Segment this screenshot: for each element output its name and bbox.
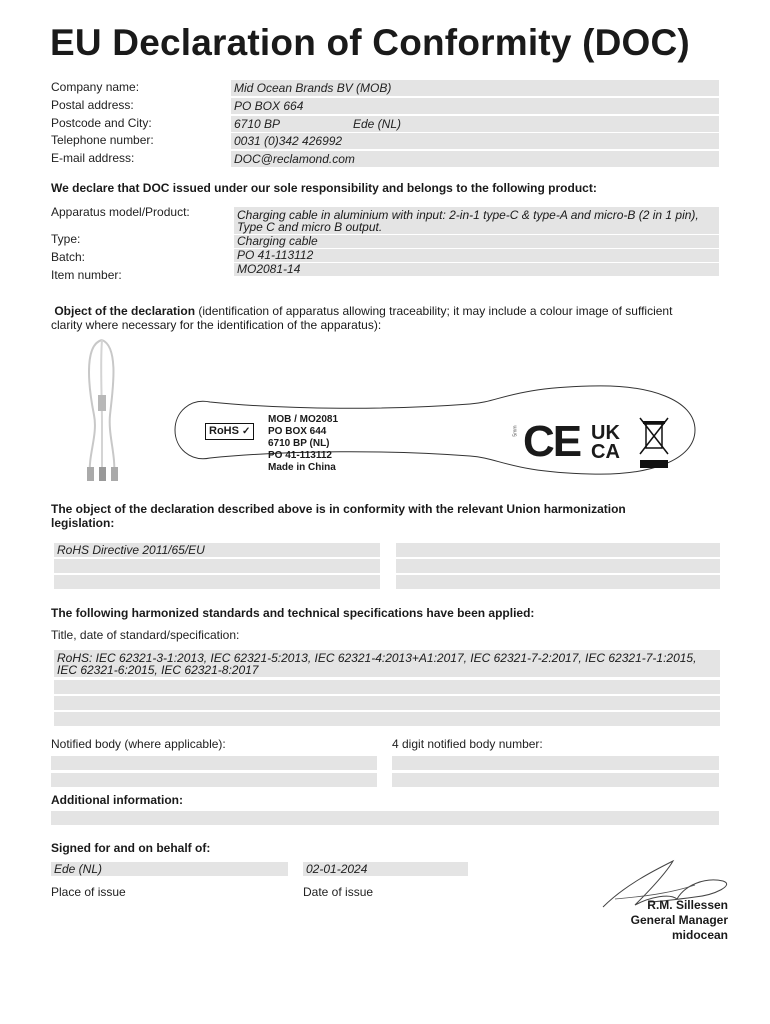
size-note: 5mm <box>512 425 519 437</box>
telephone-label: Telephone number: <box>51 133 154 147</box>
notified-number-label: 4 digit notified body number: <box>392 737 543 751</box>
additional-heading: Additional information: <box>51 793 183 807</box>
legislation-field-2[interactable] <box>54 559 380 573</box>
notified-number-field-2[interactable] <box>392 773 719 787</box>
item-number-field[interactable]: MO2081-14 <box>234 263 719 276</box>
postcode-value: 6710 BP <box>234 117 281 131</box>
legislation-field-1[interactable]: RoHS Directive 2011/65/EU <box>54 543 380 557</box>
type-label: Type: <box>51 232 81 246</box>
email-label: E-mail address: <box>51 151 135 165</box>
rohs-text: RoHS <box>209 425 239 437</box>
cable-image <box>72 335 132 485</box>
model-label: Apparatus model/Product: <box>51 205 190 219</box>
signatory-company: midocean <box>671 928 728 942</box>
signatory-block <box>631 898 728 943</box>
place-field[interactable]: Ede (NL) <box>51 862 288 876</box>
standards-field-4[interactable] <box>54 712 720 726</box>
date-field[interactable]: 02-01-2024 <box>303 862 468 876</box>
standards-field-1[interactable]: RoHS: IEC 62321-3-1:2013, IEC 62321-5:2013, IEC 62321-4:2013+A1:2017, IEC 62321-7-2:2017, IEC 62321-7-1:2015, IEC 62321-6:2015, IEC 62321-8:2017 <box>54 650 720 677</box>
page-title: EU Declaration of Conformity (DOC) <box>50 22 690 63</box>
legislation-field-5[interactable] <box>396 559 720 573</box>
notified-body-label: Notified body (where applicable): <box>51 737 226 751</box>
telephone-field[interactable]: 0031 (0)342 426992 <box>231 133 719 149</box>
legislation-field-3[interactable] <box>54 575 380 589</box>
object-text: (identification of apparatus allowing traceability; it may include a colour image of sufficient clarity where necessary for the identification of the apparatus): <box>51 304 673 332</box>
ce-mark: CE <box>523 417 581 466</box>
standards-field-2[interactable] <box>54 680 720 694</box>
weee-bin-icon <box>638 414 670 470</box>
ukca-top: UK <box>591 422 620 444</box>
postcode-city-label: Postcode and City: <box>51 116 152 130</box>
place-label: Place of issue <box>51 885 126 899</box>
ukca-bottom: CA <box>591 441 620 463</box>
email-field[interactable]: DOC@reclamond.com <box>231 151 719 167</box>
postcode-field[interactable] <box>231 116 719 132</box>
notified-body-field-1[interactable] <box>51 756 377 770</box>
city-value: Ede (NL) <box>353 117 402 131</box>
type-field[interactable]: Charging cable <box>234 235 719 248</box>
tag-line-3: 6710 BP (NL) <box>268 438 330 449</box>
ukca-mark <box>591 424 620 462</box>
object-bold: Object of the declaration <box>54 304 196 318</box>
signed-heading: Signed for and on behalf of: <box>51 841 211 855</box>
signatory-role: General Manager <box>630 913 728 927</box>
tag-line-1: MOB / MO2081 <box>268 414 339 425</box>
additional-field[interactable] <box>51 811 719 825</box>
object-description <box>51 304 691 332</box>
declare-heading: We declare that DOC issued under our sole responsibility and belongs to the following product: <box>51 181 597 195</box>
tag-line-2: PO BOX 644 <box>268 426 327 437</box>
signatory-name: R.M. Sillessen <box>647 898 728 912</box>
standards-field-3[interactable] <box>54 696 720 710</box>
notified-body-field-2[interactable] <box>51 773 377 787</box>
postal-address-field[interactable]: PO BOX 664 <box>231 98 719 114</box>
rohs-mark: RoHS ✓ <box>205 423 254 440</box>
legislation-field-4[interactable] <box>396 543 720 557</box>
postal-address-label: Postal address: <box>51 98 134 112</box>
item-number-label: Item number: <box>51 268 122 282</box>
batch-field[interactable]: PO 41-113112 <box>234 249 719 262</box>
company-name-label: Company name: <box>51 80 140 94</box>
standards-label: Title, date of standard/specification: <box>51 628 240 642</box>
notified-number-field-1[interactable] <box>392 756 719 770</box>
tag-line-4: PO 41-113112 <box>268 450 332 461</box>
legislation-field-6[interactable] <box>396 575 720 589</box>
tag-line-5: Made in China <box>268 462 336 473</box>
company-name-field[interactable]: Mid Ocean Brands BV (MOB) <box>231 80 719 96</box>
standards-heading: The following harmonized standards and technical specifications have been applied: <box>51 606 535 620</box>
tag-text-block <box>268 414 338 474</box>
model-field[interactable]: Charging cable in aluminium with input: 2-in-1 type-C & type-A and micro-B (2 in 1 pin), Type C and micro B output. <box>234 207 719 234</box>
batch-label: Batch: <box>51 250 86 264</box>
date-label: Date of issue <box>303 885 374 899</box>
conformity-heading: The object of the declaration described above is in conformity with the relevant Union harmonization legislation: <box>51 502 626 530</box>
